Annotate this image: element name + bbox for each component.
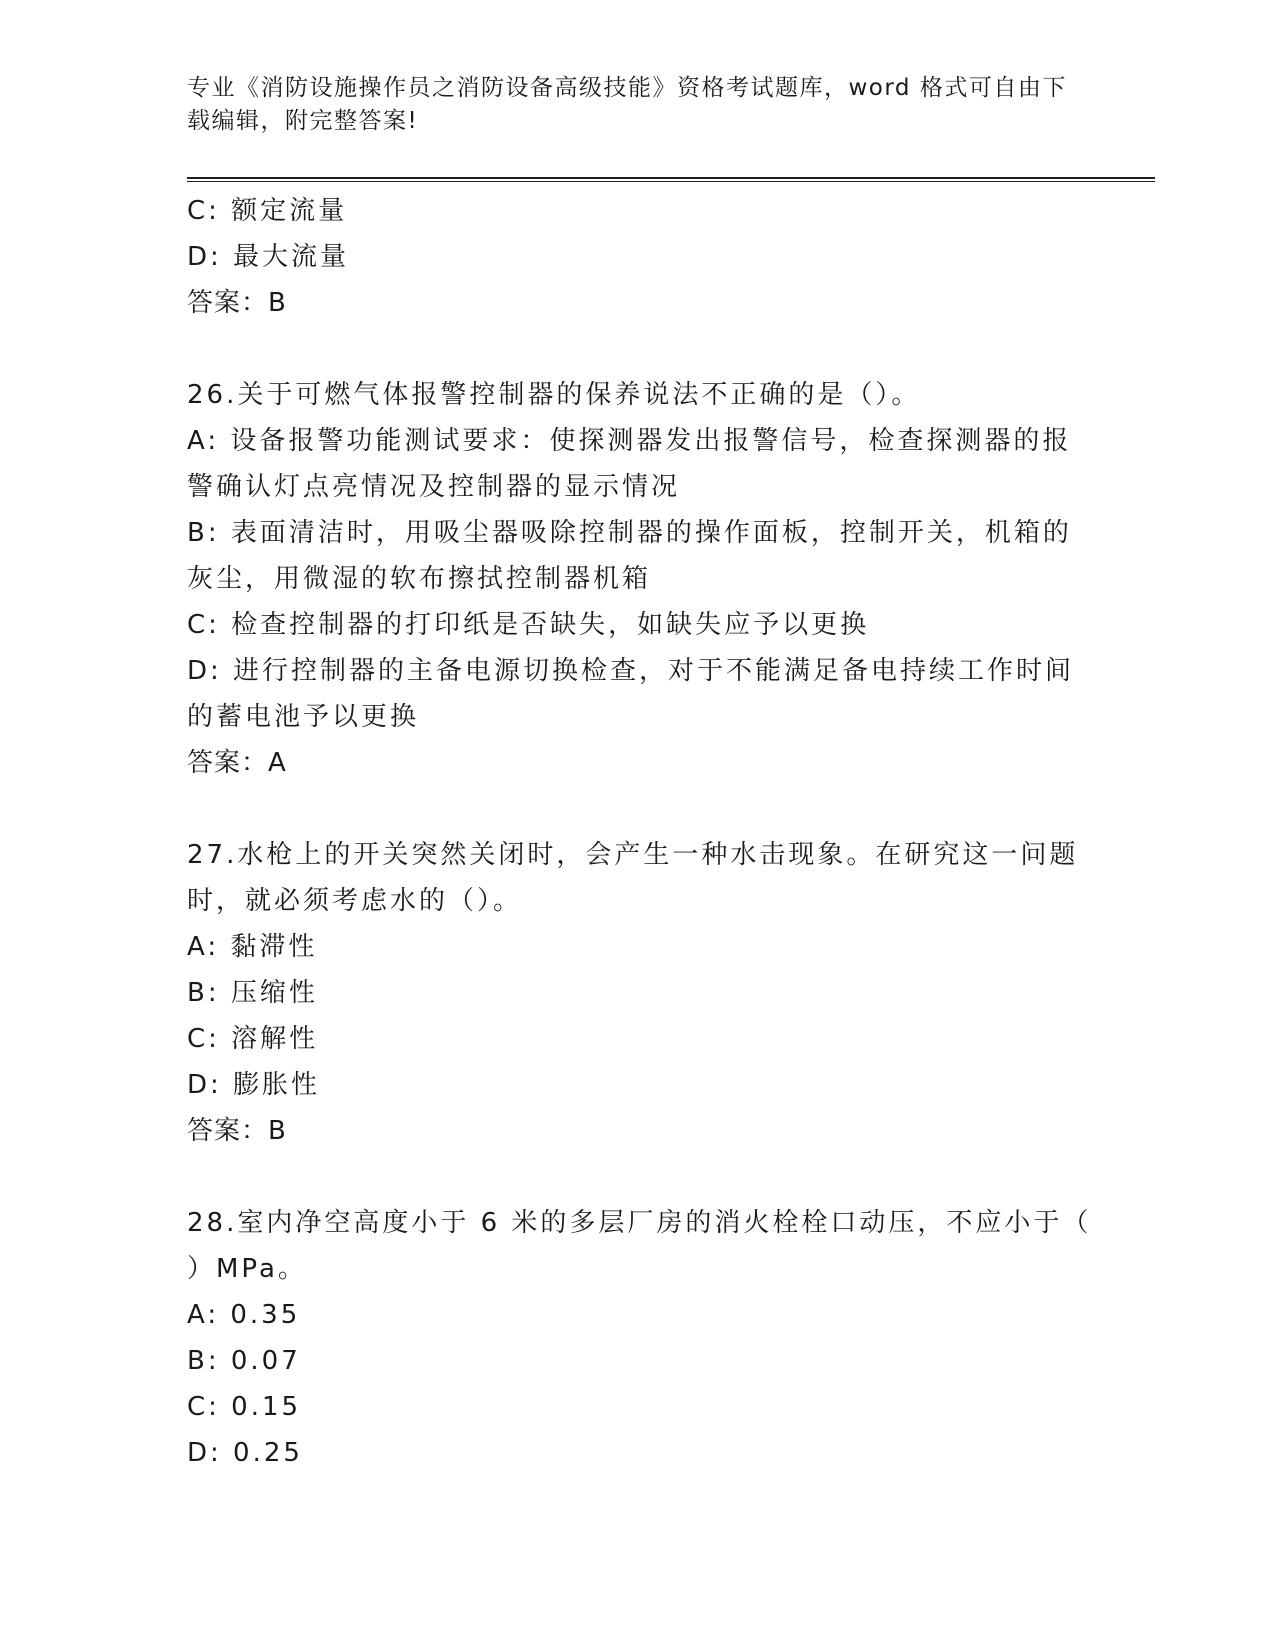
question-26 <box>187 372 1087 786</box>
question-stem-line-1: 28.室内净空高度小于 6 米的多层厂房的消火栓栓口动压，不应小于（ <box>187 1208 1092 1238</box>
option-a: A: 0.35 <box>187 1300 301 1330</box>
question-stem: 26.关于可燃气体报警控制器的保养说法不正确的是（）。 <box>187 380 921 410</box>
spacer <box>187 1154 1087 1200</box>
option-a-line-1: A: 设备报警功能测试要求：使探测器发出报警信号，检查探测器的报 <box>187 426 1072 456</box>
page-header <box>187 72 1067 138</box>
answer-line: 答案：B <box>187 288 287 318</box>
previous-question <box>187 188 1087 326</box>
option-d-line-1: D: 进行控制器的主备电源切换检查，对于不能满足备电持续工作时间 <box>187 656 1075 686</box>
option-c: C: 0.15 <box>187 1392 302 1422</box>
option-c: C: 溶解性 <box>187 1024 319 1054</box>
question-stem-line-2: ）MPa。 <box>187 1254 307 1284</box>
answer-line: 答案：A <box>187 748 287 778</box>
option-c: C: 额定流量 <box>187 196 348 226</box>
spacer <box>187 786 1087 832</box>
header-divider <box>187 177 1155 182</box>
header-line-2: 载编辑，附完整答案! <box>187 108 419 134</box>
option-c: C: 检查控制器的打印纸是否缺失，如缺失应予以更换 <box>187 610 870 640</box>
option-b-line-2: 灰尘，用微湿的软布擦拭控制器机箱 <box>187 564 652 594</box>
header-line-1: 专业《消防设施操作员之消防设备高级技能》资格考试题库，word 格式可自由下 <box>187 75 1067 101</box>
option-d: D: 最大流量 <box>187 242 350 272</box>
option-d: D: 0.25 <box>187 1438 303 1468</box>
question-list <box>187 188 1092 1476</box>
spacer <box>187 326 1087 372</box>
question-28 <box>187 1200 1092 1476</box>
option-a: A: 黏滞性 <box>187 932 318 962</box>
question-stem-line-1: 27.水枪上的开关突然关闭时，会产生一种水击现象。在研究这一问题 <box>187 840 1079 870</box>
question-stem-line-2: 时，就必须考虑水的（）。 <box>187 886 523 916</box>
option-d-line-2: 的蓄电池予以更换 <box>187 702 420 732</box>
question-27 <box>187 832 1087 1154</box>
option-b: B: 0.07 <box>187 1346 301 1376</box>
option-b-line-1: B: 表面清洁时，用吸尘器吸除控制器的操作面板，控制开关，机箱的 <box>187 518 1072 548</box>
option-d: D: 膨胀性 <box>187 1070 321 1100</box>
answer-line: 答案：B <box>187 1116 287 1146</box>
option-b: B: 压缩性 <box>187 978 318 1008</box>
option-a-line-2: 警确认灯点亮情况及控制器的显示情况 <box>187 472 681 502</box>
